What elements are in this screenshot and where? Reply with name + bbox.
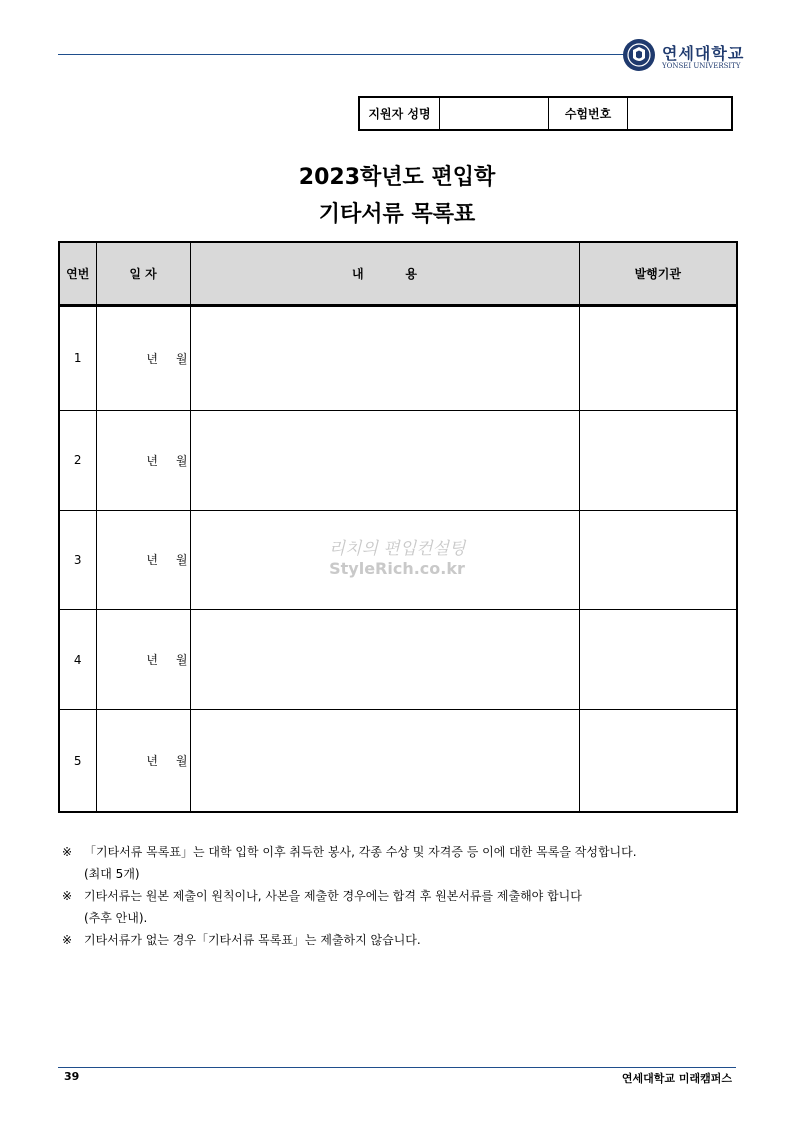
note-item: [62, 929, 740, 951]
issuer-cell[interactable]: [579, 410, 737, 510]
row-number: 5: [59, 710, 96, 812]
issuer-cell[interactable]: [579, 510, 737, 610]
month-label: 월: [175, 653, 188, 668]
yonsei-seal-icon: [622, 38, 656, 72]
year-label: 년: [146, 453, 158, 468]
issuer-cell[interactable]: [579, 306, 737, 411]
documents-list-table: [58, 241, 738, 813]
year-label: 년: [146, 351, 158, 366]
page-number: 39: [64, 1070, 80, 1083]
row-number: 3: [59, 510, 96, 610]
content-cell[interactable]: [190, 306, 579, 411]
note-text: 기타서류는 원본 제출이 원칙이나, 사본을 제출한 경우에는 합격 후 원본서류를 제출해야 합니다: [84, 889, 582, 903]
document-subtitle: 기타서류 목록표: [318, 202, 476, 227]
note-mark: ※: [62, 845, 73, 859]
applicant-name-label: 지원자 성명: [360, 98, 440, 129]
year-label: 년: [146, 653, 158, 668]
issuer-cell[interactable]: [579, 710, 737, 812]
month-label: 월: [175, 553, 188, 568]
date-cell[interactable]: [96, 306, 190, 411]
date-cell[interactable]: [96, 710, 190, 812]
note-item: [62, 885, 740, 907]
note-continuation: (최대 5개): [84, 867, 140, 881]
content-cell[interactable]: [190, 610, 579, 710]
watermark-line-1: 리치의 편입컨설팅: [328, 539, 466, 559]
date-cell[interactable]: [96, 610, 190, 710]
issuer-cell[interactable]: [579, 610, 737, 710]
applicant-name-field[interactable]: [440, 98, 549, 129]
logo-english-name: YONSEI UNIVERSITY: [662, 62, 741, 70]
table-header-row: [59, 242, 737, 306]
note-text: 「기타서류 목록표」는 대학 입학 이후 취득한 봉사, 각종 수상 및 자격증 등 이에 대한 목록을 작성합니다.: [84, 845, 637, 859]
month-label: 월: [175, 453, 188, 468]
note-item: [62, 841, 740, 863]
table-row: [59, 510, 737, 610]
notes-section: [62, 841, 740, 951]
table-row: [59, 710, 737, 812]
table-row: [59, 410, 737, 510]
exam-number-field[interactable]: [628, 98, 731, 129]
header-rule: [58, 54, 624, 55]
applicant-info-box: [358, 96, 733, 131]
content-cell[interactable]: [190, 510, 579, 610]
row-number: 4: [59, 610, 96, 710]
month-label: 월: [175, 754, 188, 769]
note-continuation: (추후 안내).: [84, 911, 148, 925]
table-row: [59, 610, 737, 710]
footer-campus-name: 연세대학교 미래캠퍼스: [621, 1072, 732, 1085]
document-title: 2023학년도 편입학: [298, 165, 496, 190]
month-label: 월: [175, 351, 188, 366]
exam-number-label: 수험번호: [549, 98, 628, 129]
table-row: [59, 306, 737, 411]
header-content: 내 용: [190, 242, 579, 306]
logo-korean-name: 연세대학교: [662, 44, 745, 63]
date-cell[interactable]: [96, 510, 190, 610]
date-cell[interactable]: [96, 410, 190, 510]
row-number: 1: [59, 306, 96, 411]
note-text: 기타서류가 없는 경우「기타서류 목록표」는 제출하지 않습니다.: [84, 933, 421, 947]
content-cell[interactable]: [190, 710, 579, 812]
note-mark: ※: [62, 933, 73, 947]
note-mark: ※: [62, 889, 73, 903]
university-logo: [622, 38, 745, 74]
content-cell[interactable]: [190, 410, 579, 510]
header-date: 일 자: [96, 242, 190, 306]
header-number: 연번: [59, 242, 96, 306]
row-number: 2: [59, 410, 96, 510]
footer-rule: [58, 1067, 736, 1068]
year-label: 년: [146, 553, 158, 568]
header-issuer: 발행기관: [579, 242, 737, 306]
year-label: 년: [146, 754, 158, 769]
watermark-line-2: StyleRich.co.kr: [329, 559, 465, 578]
